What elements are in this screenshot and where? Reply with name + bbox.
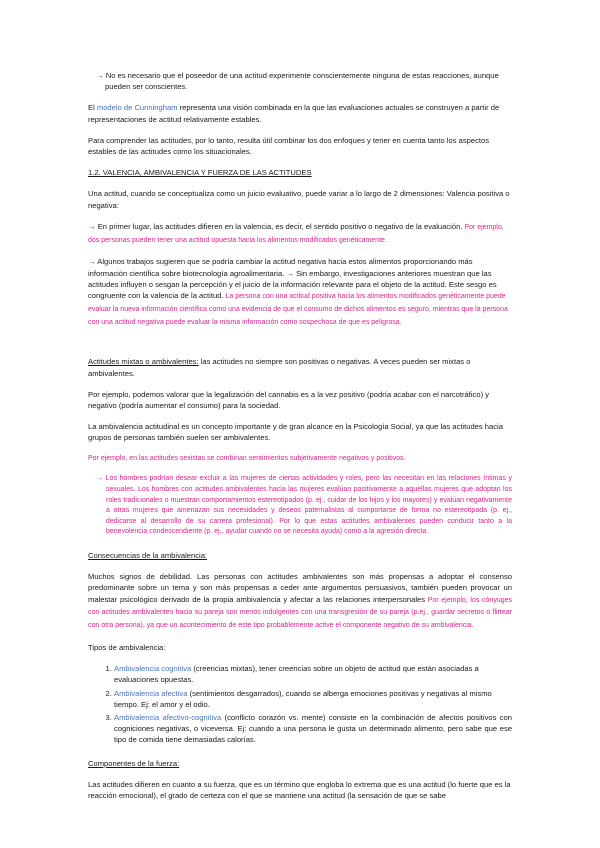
consequences-paragraph: Muchos signos de debilidad. Las personas con actitudes ambivalentes son más propensas a adoptar el consenso predominante sobre un tema y son más propensas a ceder ante argumentos persuasivos, también pueden provocar un malestar psicológico derivado de la propia ambivalencia y afectar a las relaciones interpersonales Por ejemplo, los cónyuges con actitudes ambivalentes hacia su pareja son menos indulgentes con una transgresión de su pareja (p.ej., guardar secretos o flirtear con otra persona), ya que un acontecimiento de este tipo probablemente active el componente negativo de su ambivalencia. bbox=[88, 572, 512, 630]
list-item: 3. Ambivalencia afectivo-cognitiva (conflicto corazón vs. mente) consiste en la combinación de afectos positivos con cogniciones negativas, o viceversa. Ej: cuando a una persona le gusta un determinado alimento, pero sabe que ese tipo de comida tiene demasiadas calorías. bbox=[114, 712, 512, 746]
section-heading-1-2: 1.2. VALENCIA, AMBIVALENCIA Y FUERZA DE LAS ACTITUDES bbox=[88, 168, 312, 178]
sexist-bullet: → Los hombres podrían desear excluir a las mujeres de ciertas actividades y roles, pero las necesitan en las relaciones íntimas y sexuales. Los hombres con actitudes ambivalentes hacia las mujeres evalúan positivamente a aquellas mujeres que adoptan los roles tradicionales o muestran comportamientos estereotipados (p. ej., cuidar de los hijos y los mayores) y evalúan negativamente a otras mujeres que amenazan sus necesidades y deseos paternalistas al comportarse de forma no estereotipada (p. ej., dedicarse al desarrollo de su carrera profesional). Por lo que estas actitudes ambivalentes pueden conducir tanto a la benevolencia condescendiente (p. ej., ayudar cuando no se necesita ayuda) como a la agresión directa. bbox=[96, 475, 512, 536]
studies-bullet: → Algunos trabajos sugieren que se podría cambiar la actitud negativa hacia estos alimentos proporcionando más información científica sobre biotecnología agroalimentaria. → Sin embargo, investigaciones anteriores muestran que las actitudes influyen o sesgan la percepción y el juicio de la información relevante para el objeto de la actitud. Este sesgo es congruente con la valencia de la actitud. La persona con una actitud positiva hacia los alimentos modificados genéticamente puede evaluar la nueva información científica como una evidencia de que el consumo de dichos alimentos es seguro, mientras que la persona con una actitud negativa puede evaluar la misma información como sospechosa de que es peligrosa. bbox=[88, 257, 508, 326]
types-heading: Tipos de ambivalencia: bbox=[88, 643, 166, 652]
strength-heading: Componentes de la fuerza: bbox=[88, 758, 180, 768]
types-list bbox=[88, 663, 512, 745]
mixed-attitudes-label: Actitudes mixtas o ambivalentes: bbox=[88, 357, 199, 367]
sexist-example: Por ejemplo, en las actitudes sexistas se combinan sentimientos subjetivamente negativos y positivos. bbox=[88, 454, 406, 462]
mixed-attitudes-paragraph: Actitudes mixtas o ambivalentes: las actitudes no siempre son positivas o negativas. A veces pueden ser mixtas o ambivalentes. bbox=[88, 357, 471, 378]
cunningham-paragraph: El modelo de Cunningham representa una visión combinada en la que las evaluaciones actuales se construyen a partir de representaciones de actitud relativamente estables. bbox=[88, 103, 500, 124]
intro-bullet: → No es necesario que el poseedor de una actitud experimente conscientemente ninguna de estas reacciones, aunque pueden ser conscientes. bbox=[96, 71, 499, 92]
cunningham-term: modelo de Cunningham bbox=[96, 103, 178, 113]
dimensions-paragraph: Una actitud, cuando se conceptualiza como un juicio evaluativo, puede variar a lo largo de 2 dimensiones: Valencia positiva o negativa: bbox=[88, 189, 510, 210]
list-item: 1. Ambivalencia cognitiva (creencias mixtas), tener creencias sobre un objeto de actitud que están asociadas a evaluaciones opuestas. bbox=[114, 663, 512, 685]
list-item: 2. Ambivalencia afectiva (sentimientos desgarrados), cuando se alberga emociones positivas y negativas al mismo tiempo. Ej: el amor y el odio. bbox=[114, 688, 512, 710]
strength-paragraph: Las actitudes difieren en cuanto a su fuerza, que es un término que engloba lo extrema que es una actitud (lo fuerte que es la reacción emocional), el grado de certeza con el que se mantiene una actitud (la sensación de que se sabe bbox=[88, 779, 511, 801]
cannabis-paragraph: Por ejemplo, podemos valorar que la legalización del cannabis es a la vez positivo (podría acabar con el narcotráfico) y negativo (podría aumentar el consumo) para la sociedad. bbox=[88, 389, 490, 411]
valence-bullet: → En primer lugar, las actitudes difieren en la valencia, es decir, el sentido positivo o negativo de la evaluación. Por ejemplo, dos personas pueden tener una actitud opuesta hacia los alimentos modificados genéticamente. bbox=[88, 221, 504, 244]
combine-paragraph: Para comprender las actitudes, por lo tanto, resulta útil combinar los dos enfoques y tener en cuenta tanto los aspectos estables de las actitudes como los situacionales. bbox=[88, 135, 490, 157]
consequences-heading: Consecuencias de la ambivalencia: bbox=[88, 551, 208, 560]
ambivalence-concept-paragraph: La ambivalencia actitudinal es un concepto importante y de gran alcance en la Psicología Social, ya que las actitudes hacia grupos de personas también suelen ser ambivalentes. bbox=[88, 422, 503, 443]
